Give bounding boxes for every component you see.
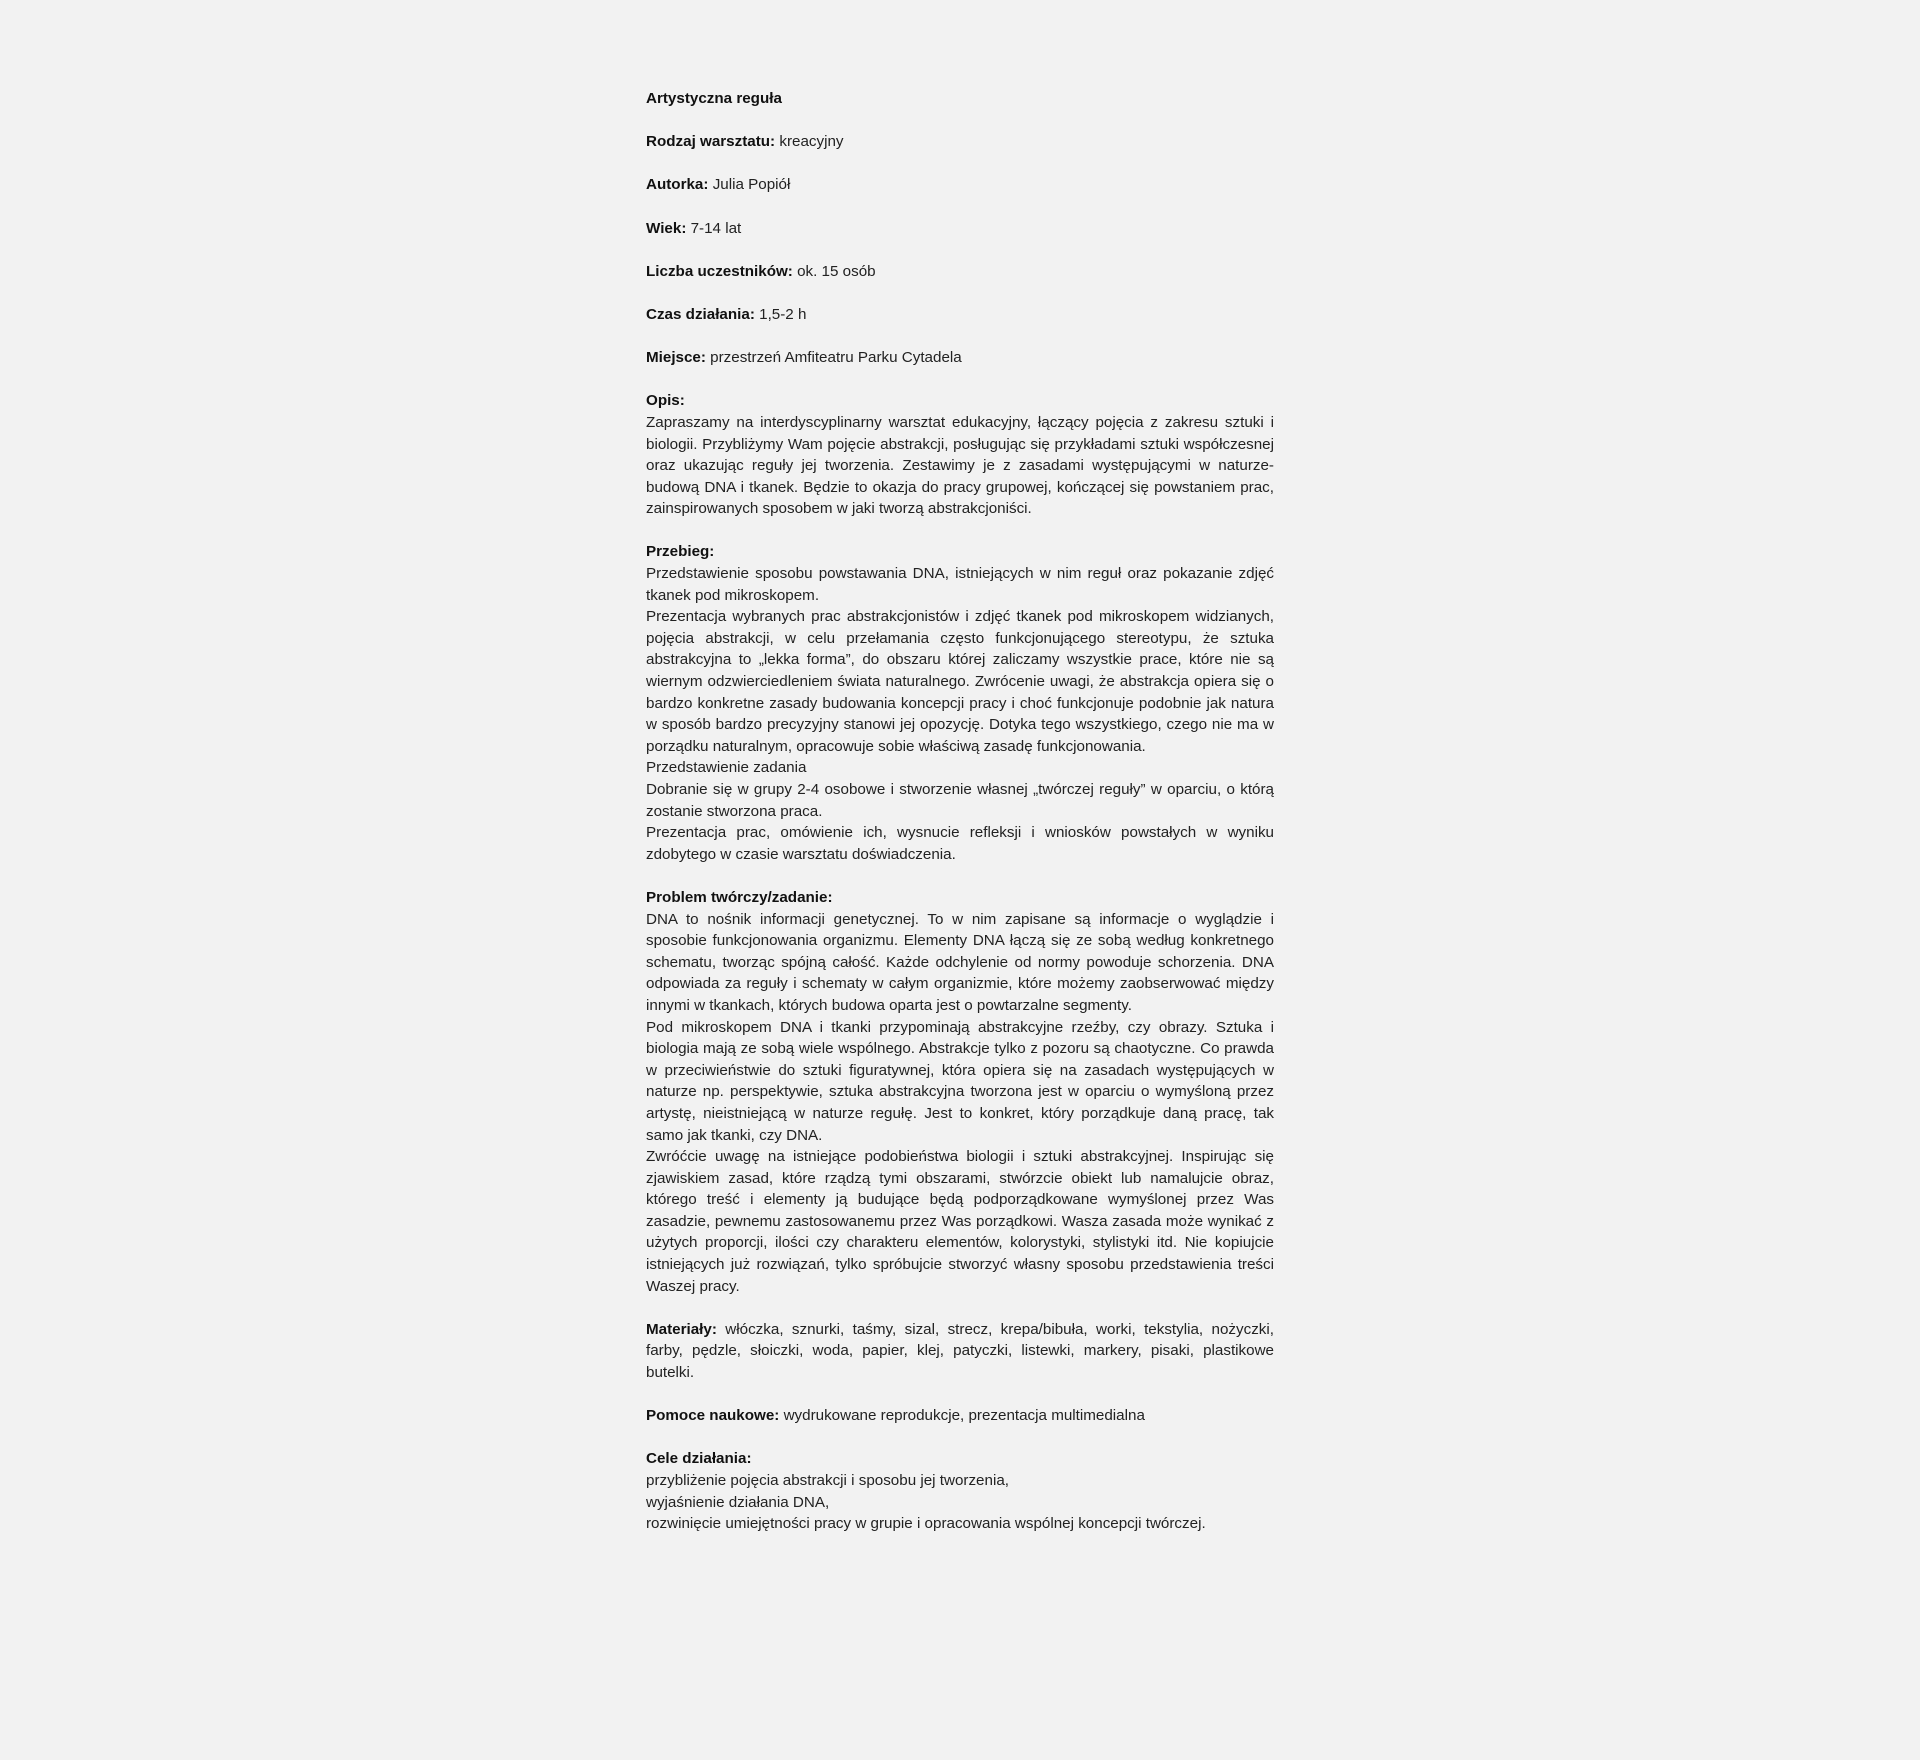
document-title: Artystyczna reguła <box>646 90 782 107</box>
section-materialy <box>646 1319 1274 1384</box>
paragraph: Prezentacja wybranych prac abstrakcjonistów i zdjęć tkanek pod mikroskopem widzianych, pojęcia abstrakcji, w celu przełamania często funkcjonującego stereotypu, że sztuka abstrakcyjna to „lekka forma”, do obszaru której zaliczamy wszystkie prace, które nie są wiernym odzwierciedleniem świata naturalnego. Zwrócenie uwagi, że abstrakcja opiera się o bardzo konkretne zasady budowania koncepcji pracy i choć funkcjonuje podobnie jak natura w sposób bardzo precyzyjny stanowi jej opozycję. Dotyka tego wszystkiego, czego nie ma w porządku naturalnym, opracowuje sobie właściwą zasadę funkcjonowania. <box>646 608 1274 755</box>
section-heading: Przebieg: <box>646 543 715 561</box>
paragraph: Prezentacja prac, omówienie ich, wysnucie refleksji i wniosków powstałych w wyniku zdobytego w czasie warsztatu doświadczenia. <box>646 824 1274 863</box>
section-heading: Problem twórczy/zadanie: <box>646 888 833 906</box>
list-item: wyjaśnienie działania DNA, <box>646 1493 830 1511</box>
field-liczba-uczestnikow <box>646 261 1274 283</box>
paragraph: Zapraszamy na interdyscyplinarny warsztat edukacyjny, łączący pojęcia z zakresu sztuki i biologii. Przybliżymy Wam pojęcie abstrakcji, posługując się przykładami sztuki współczesnej oraz ukazując reguły jej tworzenia. Zestawimy je z zasadami występującymi w naturze- budową DNA i tkanek. Będzie to okazja do pracy grupowej, kończącej się powstaniem prac, zainspirowanych sposobem w jaki tworzą abstrakcjoniści. <box>646 413 1274 518</box>
field-value: przestrzeń Amfiteatru Parku Cytadela <box>710 349 962 367</box>
field-label: Rodzaj warsztatu: <box>646 133 776 151</box>
field-label: Wiek: <box>646 219 687 237</box>
field-label: Autorka: <box>646 176 709 194</box>
paragraph: Zwróćcie uwagę na istniejące podobieństwa biologii i sztuki abstrakcyjnej. Inspirując się zjawiskiem zasad, które rządzą tymi obszarami, stwórzcie obiekt lub namalujcie obraz, którego treść i elementy ją budujące będą podporządkowane wymyślonej przez Was zasadzie, pewnemu zastosowanemu przez Was porządkowi. Wasza zasada może wynikać z użytych proporcji, ilości czy charakteru elementów, kolorystyki, stylistyki itd. Nie kopiujcie istniejących już rozwiązań, tylko spróbujcie stworzyć własny sposobu przedstawienia treści Waszej pracy. <box>646 1148 1274 1295</box>
field-miejsce <box>646 347 1274 369</box>
field-value: 7-14 lat <box>690 219 742 237</box>
field-autorka <box>646 174 1274 196</box>
section-przebieg <box>646 541 1274 865</box>
paragraph: Pod mikroskopem DNA i tkanki przypominają abstrakcyjne rzeźby, czy obrazy. Sztuka i biologia mają ze sobą wiele wspólnego. Abstrakcje tylko z pozoru są chaotyczne. Co prawda w przeciwieństwie do sztuki figuratywnej, która opiera się na zasadach występujących w naturze np. perspektywie, sztuka abstrakcyjna tworzona jest w oparciu o wymyśloną przez artystę, nieistniejącą w naturze regułę. Jest to konkret, który porządkuje daną pracę, tak samo jak tkanki, czy DNA. <box>646 1018 1274 1144</box>
field-value: Julia Popiół <box>712 176 791 194</box>
document-page <box>646 88 1274 1556</box>
field-label: Pomoce naukowe: <box>646 1407 780 1425</box>
field-label: Materiały: <box>646 1320 717 1338</box>
field-label: Liczba uczestników: <box>646 262 793 280</box>
section-opis <box>646 390 1274 520</box>
paragraph: Przedstawienie sposobu powstawania DNA, istniejących w nim reguł oraz pokazanie zdjęć tkanek pod mikroskopem. <box>646 565 1274 604</box>
field-rodzaj-warsztatu <box>646 131 1274 153</box>
materialy-paragraph <box>646 1319 1274 1384</box>
paragraph: Przedstawienie zadania <box>646 759 807 777</box>
field-value: 1,5-2 h <box>759 305 807 323</box>
field-value: kreacyjny <box>779 133 844 151</box>
list-item: rozwinięcie umiejętności pracy w grupie i opracowania wspólnej koncepcji twórczej. <box>646 1515 1206 1533</box>
section-heading: Cele działania: <box>646 1450 752 1468</box>
field-czas-dzialania <box>646 304 1274 326</box>
section-heading: Opis: <box>646 392 685 410</box>
section-cele-dzialania <box>646 1448 1274 1534</box>
field-value: wydrukowane reprodukcje, prezentacja multimedialna <box>783 1407 1145 1425</box>
field-label: Czas działania: <box>646 305 755 323</box>
list-item: przybliżenie pojęcia abstrakcji i sposobu jej tworzenia, <box>646 1472 1009 1489</box>
field-label: Miejsce: <box>646 349 706 367</box>
paragraph: Dobranie się w grupy 2-4 osobowe i stworzenie własnej „twórczej reguły” w oparciu, o którą zostanie stworzona praca. <box>646 781 1274 820</box>
field-value: ok. 15 osób <box>797 262 876 280</box>
paragraph: DNA to nośnik informacji genetycznej. To w nim zapisane są informacje o wyglądzie i sposobie funkcjonowania organizmu. Elementy DNA łączą się ze sobą według konkretnego schematu, tworząc spójną całość. Każde odchylenie od normy powoduje schorzenia. DNA odpowiada za reguły i schematy w całym organizmie, które możemy zaobserwować między innymi w tkankach, których budowa oparta jest o powtarzalne segmenty. <box>646 910 1274 1014</box>
field-value: włóczka, sznurki, taśmy, sizal, strecz, krepa/bibuła, worki, tekstylia, nożyczki, farby, pędzle, słoiczki, woda, papier, klej, patyczki, listewki, markery, pisaki, plastikowe butelki. <box>646 1320 1274 1382</box>
section-problem-tworczy <box>646 887 1274 1297</box>
field-pomoce-naukowe <box>646 1405 1274 1427</box>
field-wiek <box>646 218 1274 240</box>
